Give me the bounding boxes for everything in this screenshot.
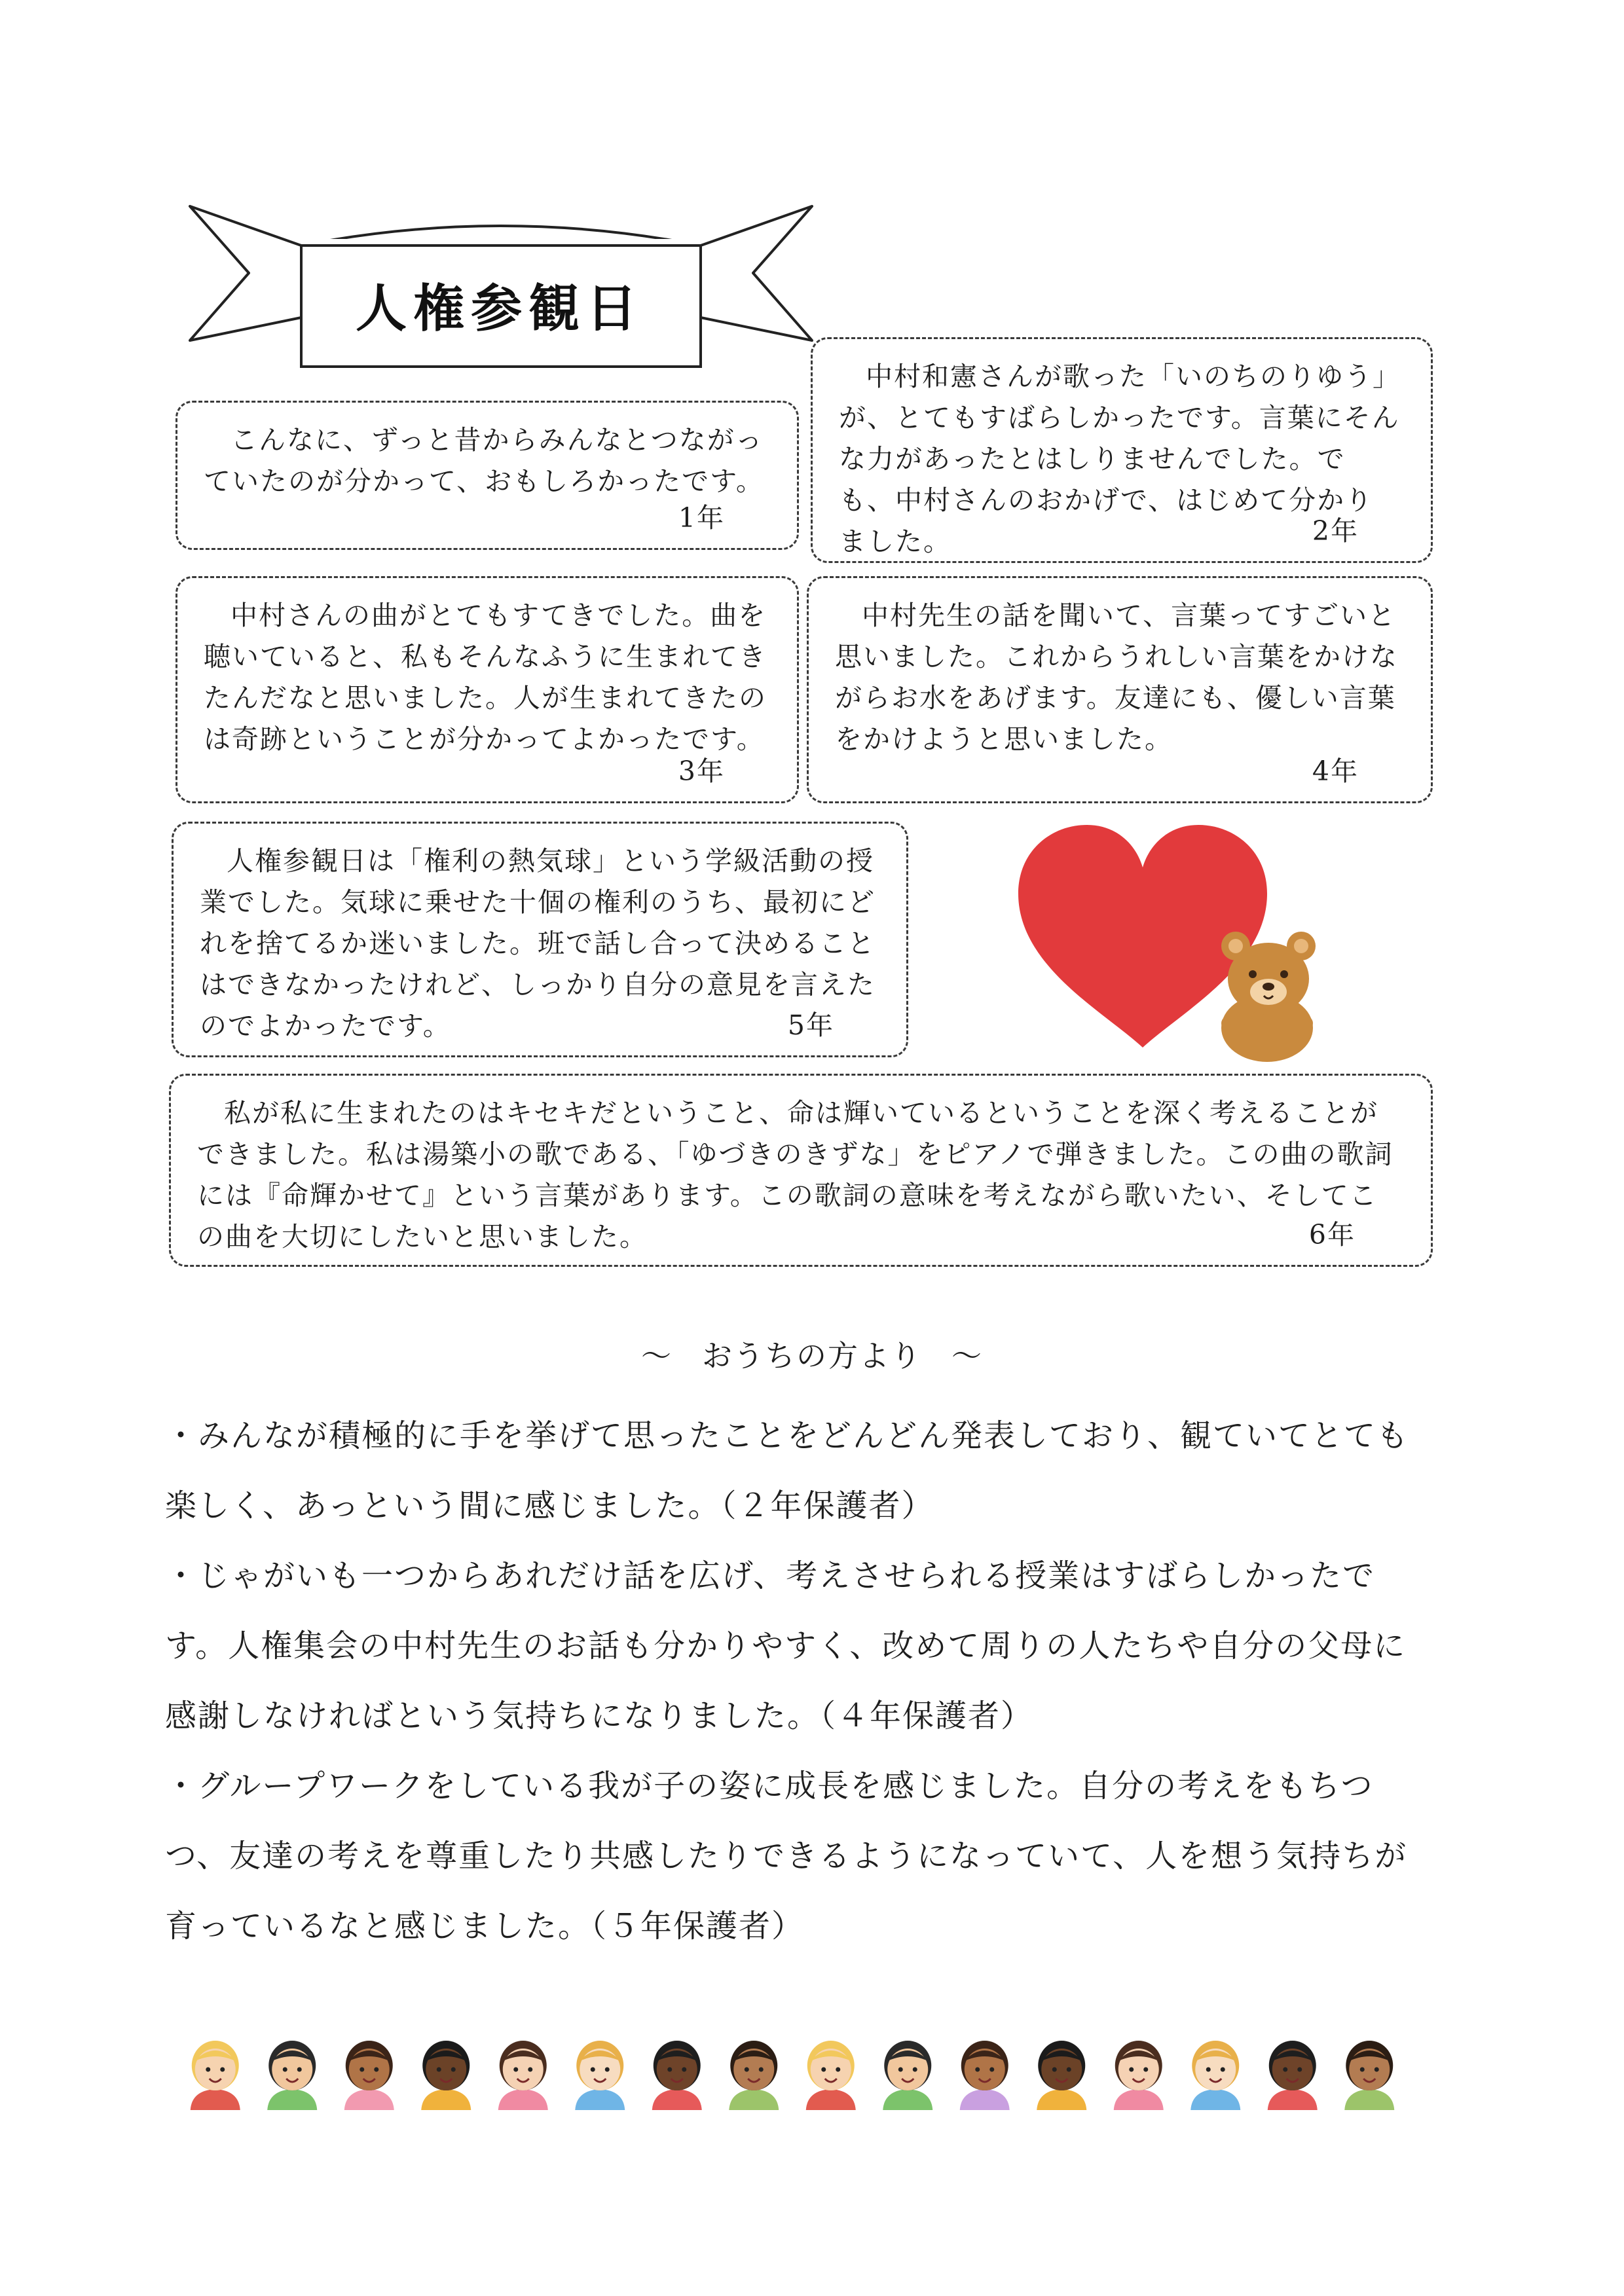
children-faces-row [177,2033,1408,2111]
comment-grade: 4年 [1312,756,1359,787]
parent-comment: ・じゃがいも一つからあれだけ話を広げ、考えさせられる授業はすばらしかったです。人権集会の中村先生のお話も分かりやすく、改めて周りの人たちや自分の父母に感謝しなければという気持ちになりました。（４年保護者） [165,1558,1407,1734]
comment-text: 私が私に生まれたのはキセキだということ、命は輝いているということを深く考えることができました。私は湯築小の歌である、「ゆづきのきずな」をピアノで弾きました。この曲の歌詞には『命輝かせて』という言葉があります。この歌詞の意味を考えながら歌いたい、そしてこの曲を大切にしたいと思いました。 [197,1097,1393,1252]
child-face-icon [806,2041,856,2110]
heading-tilde-right: ～ [951,1338,983,1374]
child-face-icon [421,2041,471,2110]
comment-box-grade-6 [169,1074,1433,1267]
comment-box-grade-1 [175,401,799,550]
child-face-icon [960,2041,1010,2110]
comment-text: 中村先生の話を聞いて、言葉ってすごいと思いました。これからうれしい言葉をかけながらお水をあげます。友達にも、優しい言葉をかけようと思いました。 [835,600,1398,755]
comment-grade: 5年 [787,1010,834,1041]
comment-box-grade-2 [811,337,1433,563]
comment-grade: 2年 [1312,515,1359,547]
page-title: 人権参観日 [356,280,644,338]
comment-box-grade-4 [807,576,1433,803]
bear-icon [1221,932,1316,1062]
child-face-icon [1037,2041,1086,2110]
comment-text: 中村さんの曲がとてもすてきでした。曲を聴いていると、私もそんなふうに生まれてきたんだなと思いました。人が生まれてきたのは奇跡ということが分かってよかったです。 [204,600,767,755]
comment-grade: 6年 [1308,1219,1356,1250]
child-face-icon [729,2041,779,2110]
child-face-icon [191,2041,240,2110]
child-face-icon [1114,2041,1164,2110]
comment-grade: 3年 [678,756,725,787]
parents-heading-text: おうちの方より [702,1338,922,1374]
comment-text: こんなに、ずっと昔からみんなとつながっていたのが分かって、おもしろかったです。 [204,424,764,497]
parent-comment: ・みんなが積極的に手を挙げて思ったことをどんどん発表しており、観ていてとても楽しく、あっという間に感じました。（２年保護者） [165,1417,1410,1524]
child-face-icon [883,2041,932,2110]
title-ribbon [187,200,815,376]
child-face-icon [498,2041,548,2110]
comment-text: 人権参観日は「権利の熱気球」という学級活動の授業でした。気球に乗せた十個の権利のうち、最初にどれを捨てるか迷いました。班で話し合って決めることはできなかったけれど、しっかり自分の意見を言えたのでよかったです。 [200,845,876,1042]
children-faces [177,2033,1408,2111]
comment-text: 中村和憲さんが歌った「いのちのりゆう」が、とてもすばらしかったです。言葉にそんな力があったとはしりませんでした。でも、中村さんのおかげで、はじめて分かりました。 [839,361,1401,557]
heart-bear-illustration [1005,815,1333,1064]
parent-comment: ・グループワークをしている我が子の姿に成長を感じました。自分の考えをもちつつ、友達の考えを尊重したり共感したりできるようになっていて、人を想う気持ちが育っているなと感じました。（５年保護者） [165,1768,1408,1944]
child-face-icon [652,2041,702,2110]
child-face-icon [1344,2041,1394,2110]
child-face-icon [1268,2041,1318,2110]
parents-comments [165,1401,1429,1961]
parents-heading [0,1332,1624,1376]
heading-tilde-left: ～ [641,1338,673,1374]
child-face-icon [267,2041,317,2110]
child-face-icon [1190,2041,1240,2110]
comment-box-grade-5 [172,822,908,1057]
comment-box-grade-3 [175,576,799,803]
child-face-icon [344,2041,394,2110]
comment-grade: 1年 [678,502,725,534]
child-face-icon [575,2041,625,2110]
